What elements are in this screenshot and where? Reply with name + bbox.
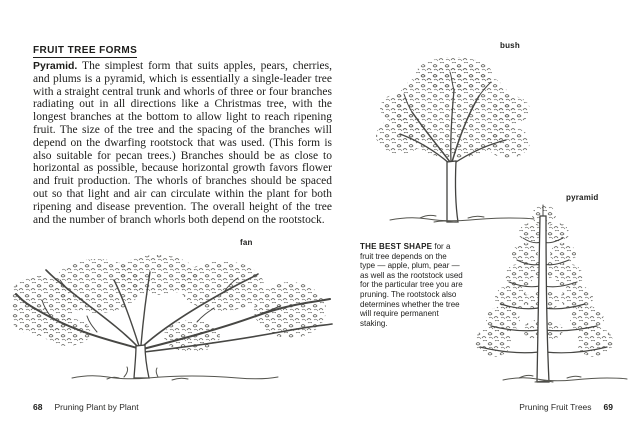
- running-title-right: Pruning Fruit Trees: [519, 402, 592, 412]
- figure-label-pyramid: pyramid: [566, 193, 599, 202]
- page-number-left: 68: [33, 402, 43, 412]
- paragraph-lead: Pyramid.: [33, 60, 78, 72]
- body-paragraph: [33, 60, 332, 226]
- running-title-left: Pruning Plant by Plant: [54, 402, 139, 412]
- figure-label-bush: bush: [500, 41, 520, 50]
- note-text: for a fruit tree depends on the type — apple, plum, pear — as well as the rootstock used for the particular tree you are pruning. The rootstock also determines whether the tree will require permanent staking.: [360, 242, 463, 328]
- sidebar-note: [360, 242, 464, 328]
- figure-label-fan: fan: [240, 238, 253, 247]
- footer-right: [519, 402, 613, 412]
- fan-tree-illustration: [12, 252, 337, 394]
- page-number-right: 69: [603, 402, 613, 412]
- footer-left: [33, 402, 139, 412]
- note-lead: THE BEST SHAPE: [360, 242, 433, 251]
- paragraph-text: The simplest form that suits apples, pears, cherries, and plums is a pyramid, which is essentially a single-leader tree with a straight central trunk and whorls of three or four branches radiating out in all directions like a Christmas tree, with the longest branches at the bottom to allow light to reach ripening fruit. The size of the tree and the spacing of the branches will depend on the dwarfing rootstock that was used. (This form is also suitable for pecan trees.) Branches should be as close to horizontal as possible, because horizontal growth favors flower and fruit production. The whorls of branches should be spaced out so that light and air can circulate within the plant for both ripening and disease prevention. The overall height of the tree and the number of branch whorls both depend on the rootstock.: [33, 60, 332, 226]
- pyramid-tree-illustration: [475, 200, 635, 385]
- section-heading: FRUIT TREE FORMS: [33, 45, 138, 56]
